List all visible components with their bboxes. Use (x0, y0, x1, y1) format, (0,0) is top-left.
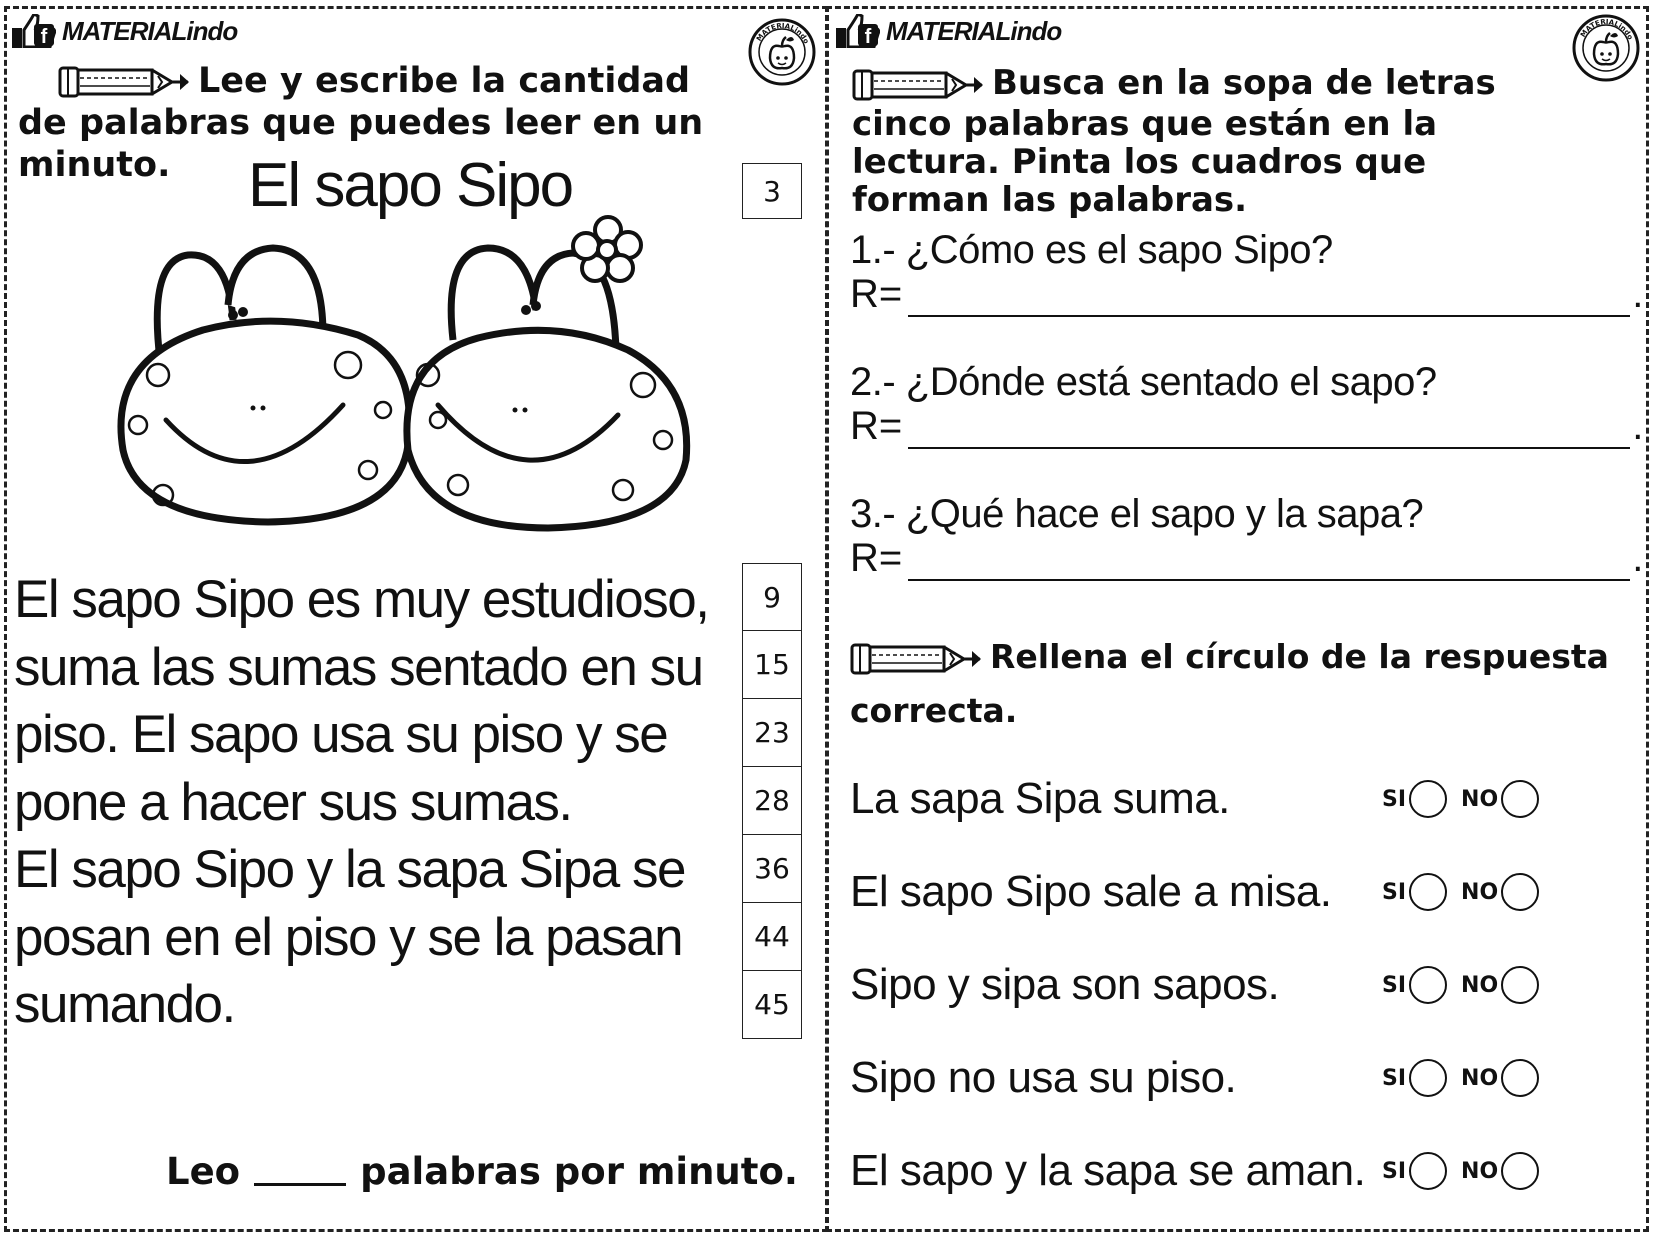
question-2: 2.- ¿Dónde está sentado el sapo? (850, 360, 1437, 404)
answer-label: R= (850, 404, 903, 448)
story-title: El sapo Sipo (248, 151, 573, 220)
option-no-label: NO (1461, 972, 1499, 998)
option-no-label: NO (1461, 786, 1499, 812)
no-circle[interactable] (1501, 1152, 1539, 1190)
answer-period: . (1632, 272, 1644, 316)
si-circle[interactable] (1409, 966, 1447, 1004)
answer-blank[interactable] (908, 419, 1630, 449)
si-circle[interactable] (1409, 873, 1447, 911)
story-line: piso. El sapo usa su piso y se (14, 705, 668, 764)
statement-text: Sipo no usa su piso. (850, 1053, 1237, 1102)
option-si[interactable] (1382, 1152, 1447, 1190)
frogs-illustration (108, 210, 708, 540)
option-si[interactable] (1382, 780, 1447, 818)
statement-row (850, 1048, 1630, 1108)
question-1: 1.- ¿Cómo es el sapo Sipo? (850, 228, 1333, 272)
statement-text: El sapo Sipo sale a misa. (850, 867, 1332, 916)
option-si[interactable] (1382, 873, 1447, 911)
no-circle[interactable] (1501, 966, 1539, 1004)
option-si[interactable] (1382, 966, 1447, 1004)
facebook-icon (12, 14, 56, 48)
logo-text: MATERIALindo (886, 15, 1062, 46)
pencil-icon (58, 62, 190, 102)
option-no-label: NO (1461, 1065, 1499, 1091)
title-word-count: 3 (742, 163, 802, 219)
statement-row (850, 1141, 1630, 1201)
option-si-label: SI (1382, 972, 1407, 998)
option-no[interactable] (1461, 966, 1539, 1004)
answer-label: R= (850, 272, 903, 316)
reading-instruction-text: Lee y escribe la cantidad de palabras que puedes leer en un minuto. (18, 61, 704, 185)
word-count-box: 9 (742, 563, 802, 631)
answer-blank[interactable] (908, 551, 1630, 581)
statement-text: El sapo y la sapa se aman. (850, 1146, 1366, 1195)
answer-period: . (1632, 536, 1644, 580)
si-circle[interactable] (1409, 1059, 1447, 1097)
materialindo-logo (836, 14, 1061, 48)
story-text (14, 566, 708, 1039)
option-si-label: SI (1382, 786, 1407, 812)
materialindo-logo (12, 14, 237, 48)
option-si-label: SI (1382, 1065, 1407, 1091)
word-search-instruction (852, 64, 1552, 219)
word-count-box: 36 (742, 834, 802, 903)
facebook-icon (836, 14, 880, 48)
no-circle[interactable] (1501, 780, 1539, 818)
word-search-instruction-text: Busca en la sopa de letras cinco palabras que están en la lectura. Pinta los cuadros que forman las palabras. (852, 63, 1496, 220)
story-line: suma las sumas sentado en su (14, 637, 703, 697)
answer-period: . (1632, 404, 1644, 448)
pencil-icon (850, 639, 982, 679)
answer-line-2[interactable] (850, 404, 1643, 449)
statement-row (850, 862, 1630, 922)
word-count-box: 45 (742, 970, 802, 1039)
answer-blank[interactable] (908, 287, 1630, 317)
answer-line-1[interactable] (850, 272, 1643, 317)
word-count-box: 28 (742, 766, 802, 835)
apple-seal-icon (1572, 14, 1640, 82)
word-count-box: 23 (742, 698, 802, 767)
story-line: El sapo Sipo y la sapa Sipa se (14, 840, 685, 899)
option-no-label: NO (1461, 1158, 1499, 1184)
logo-text: MATERIALindo (62, 15, 238, 46)
no-circle[interactable] (1501, 873, 1539, 911)
circle-instruction (850, 630, 1610, 738)
si-circle[interactable] (1409, 780, 1447, 818)
option-no[interactable] (1461, 1059, 1539, 1097)
word-count-box: 15 (742, 630, 802, 699)
no-circle[interactable] (1501, 1059, 1539, 1097)
footer-after: palabras por minuto. (360, 1150, 798, 1193)
story-line: pone a hacer sus sumas. (14, 772, 572, 832)
option-si[interactable] (1382, 1059, 1447, 1097)
words-per-minute-blank[interactable] (254, 1183, 346, 1186)
story-line: posan en el piso y se la pasan (14, 907, 683, 967)
apple-seal-icon (748, 18, 816, 86)
circle-instruction-text: Rellena el círculo de la respuesta correcta. (850, 637, 1609, 730)
statement-row (850, 955, 1630, 1015)
answer-label: R= (850, 536, 903, 580)
question-3: 3.- ¿Qué hace el sapo y la sapa? (850, 492, 1424, 536)
story-line: El sapo Sipo es muy estudioso, (14, 570, 709, 629)
footer-before: Leo (166, 1150, 241, 1193)
option-si-label: SI (1382, 879, 1407, 905)
answer-line-3[interactable] (850, 536, 1643, 581)
words-per-minute-line (166, 1150, 798, 1193)
option-no-label: NO (1461, 879, 1499, 905)
option-no[interactable] (1461, 780, 1539, 818)
si-circle[interactable] (1409, 1152, 1447, 1190)
statement-row (850, 769, 1630, 829)
option-si-label: SI (1382, 1158, 1407, 1184)
story-line: sumando. (14, 975, 235, 1034)
statement-text: La sapa Sipa suma. (850, 774, 1230, 823)
statement-text: Sipo y sipa son sapos. (850, 960, 1280, 1009)
option-no[interactable] (1461, 873, 1539, 911)
pencil-icon (852, 65, 984, 105)
option-no[interactable] (1461, 1152, 1539, 1190)
word-count-box: 44 (742, 902, 802, 971)
